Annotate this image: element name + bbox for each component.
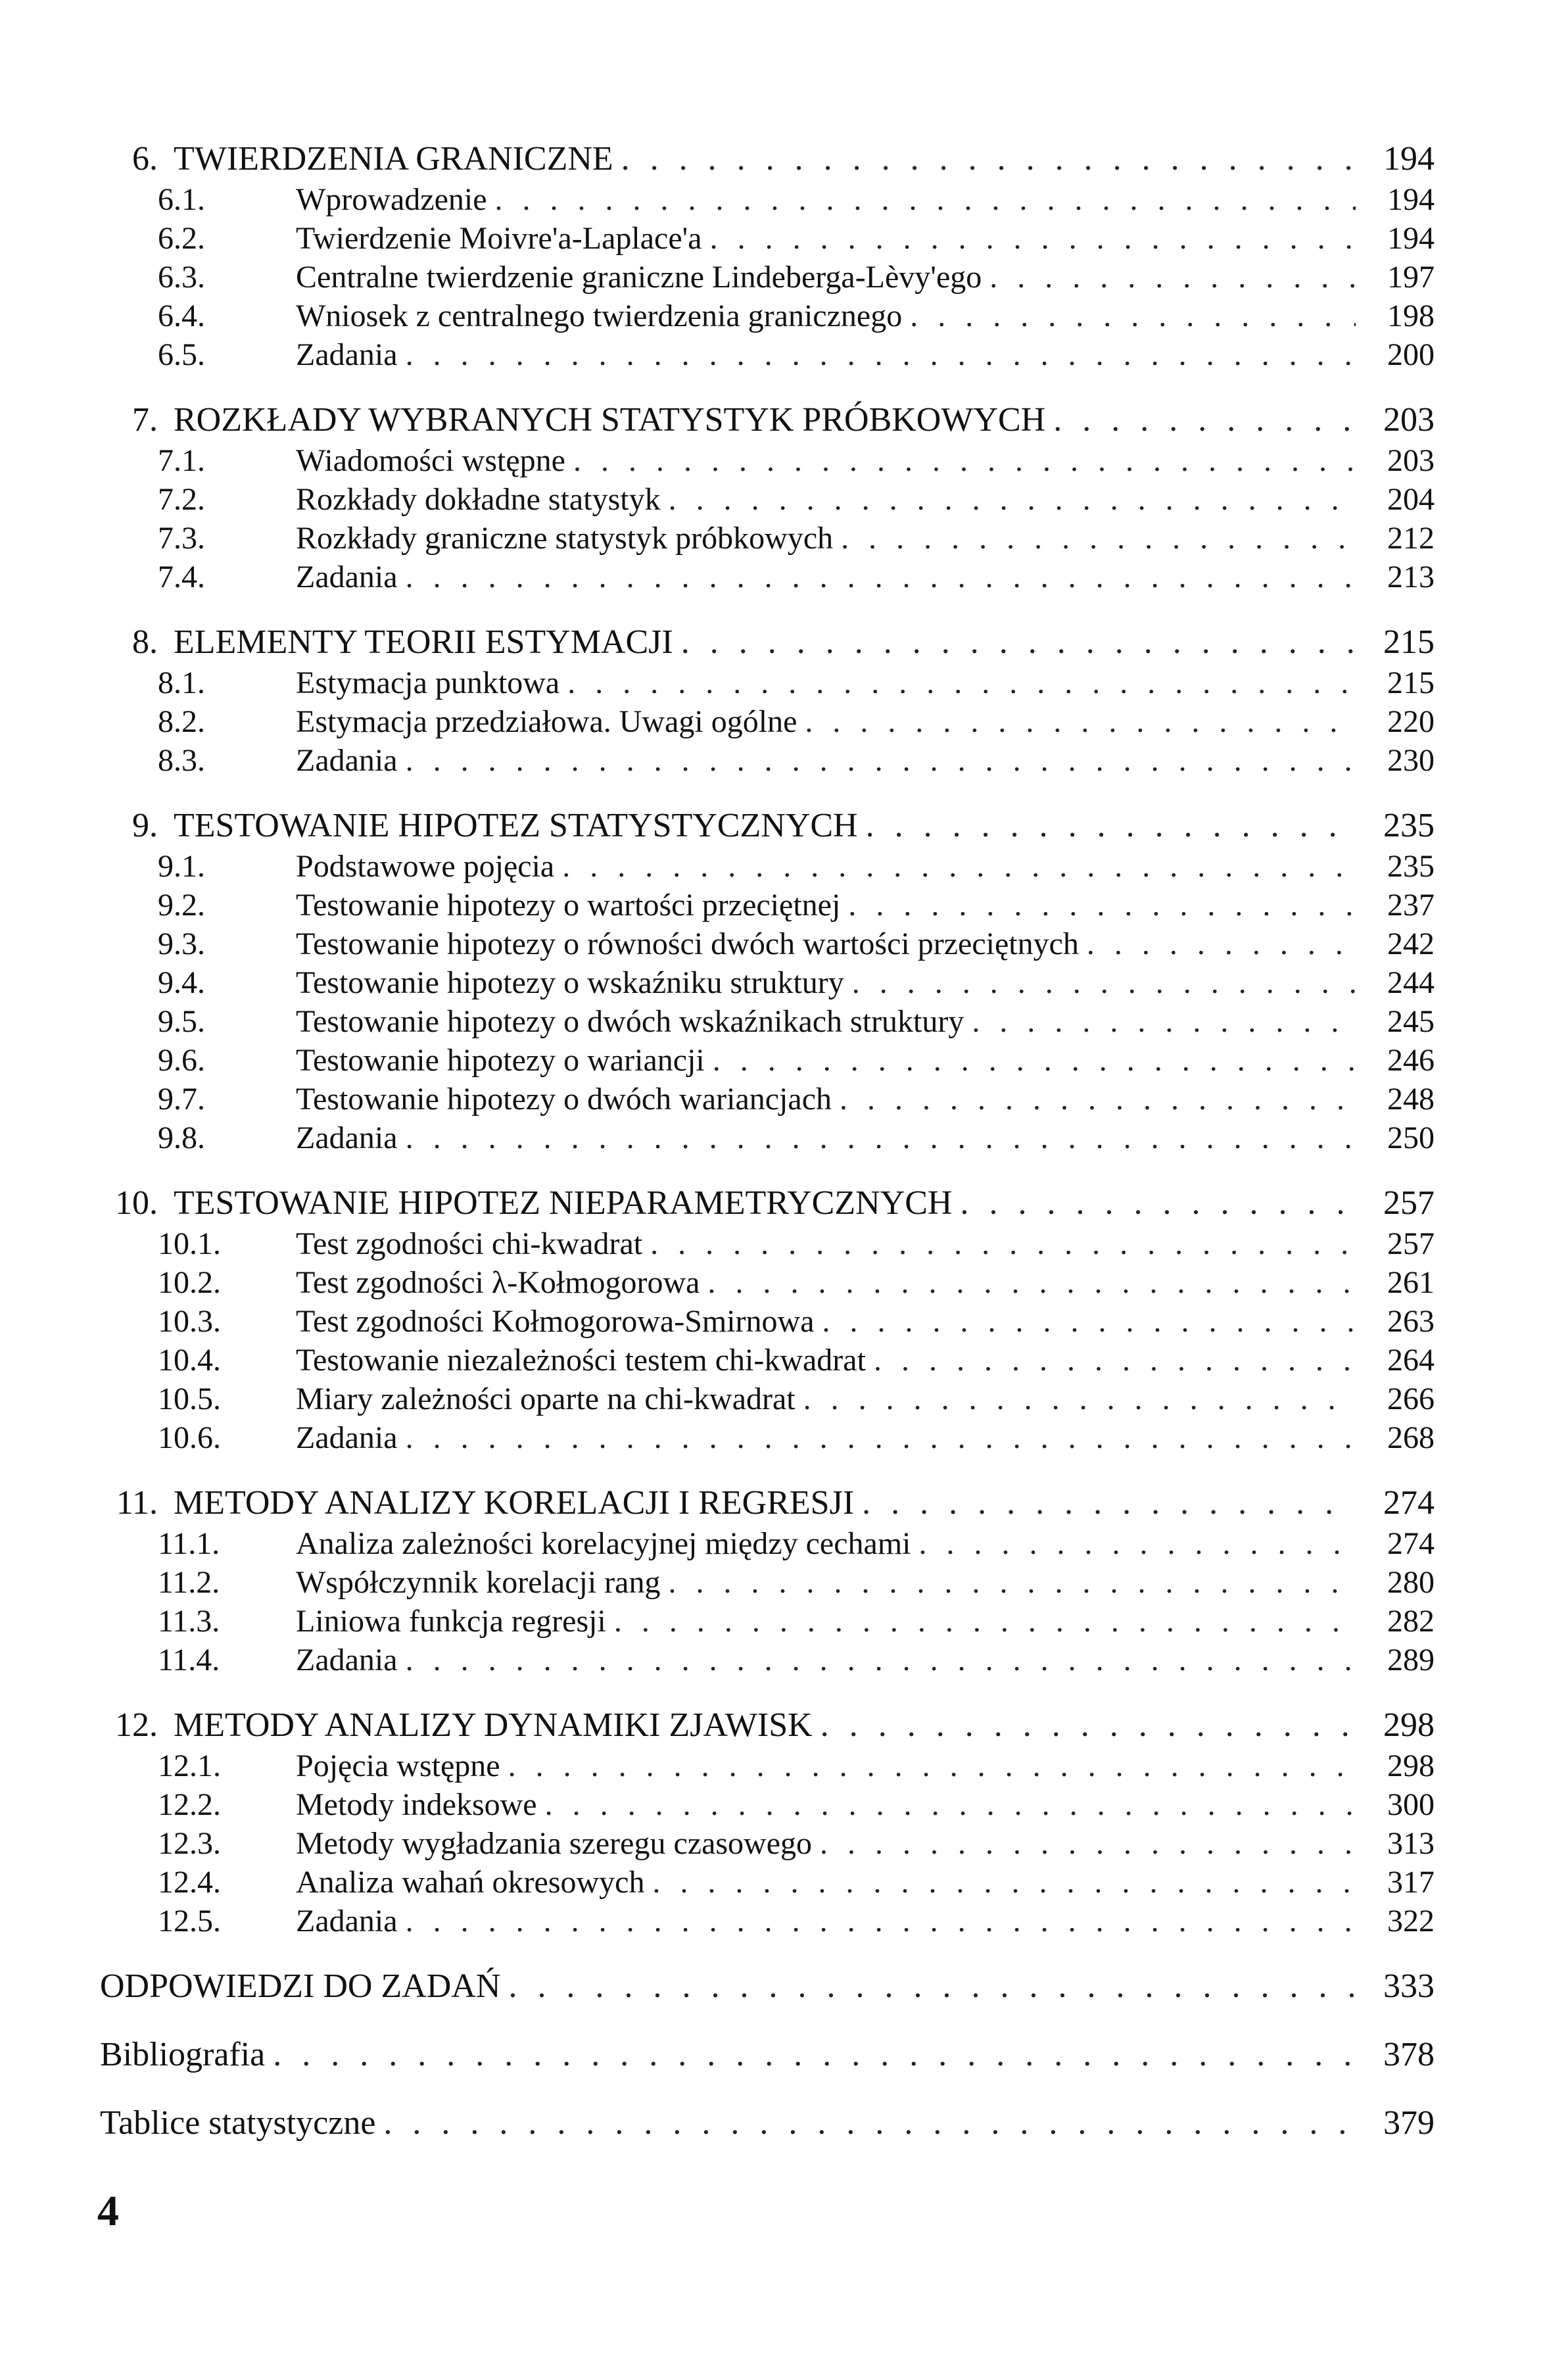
toc-entry-number: 12.3. bbox=[158, 1826, 221, 1861]
toc-entry-title: Estymacja punktowa bbox=[296, 665, 560, 700]
section-entry bbox=[100, 741, 1435, 780]
section-entry bbox=[100, 1563, 1435, 1602]
toc-entry-title: TESTOWANIE HIPOTEZ STATYSTYCZNYCH bbox=[174, 807, 858, 844]
toc-entry-number: 10.2. bbox=[158, 1265, 221, 1300]
toc-entry-number: 10.3. bbox=[158, 1304, 221, 1339]
toc-entry-title: Zadania bbox=[296, 560, 398, 594]
dot-leader bbox=[621, 138, 1356, 180]
toc-entry-page: 317 bbox=[1387, 1865, 1435, 1900]
section-entry bbox=[100, 1746, 1435, 1785]
section-entry bbox=[100, 1224, 1435, 1263]
section-entry bbox=[100, 702, 1435, 741]
toc-entry-page: 379 bbox=[1383, 2104, 1435, 2142]
dot-leader bbox=[681, 621, 1356, 663]
toc-entry-number: 9.2. bbox=[158, 888, 205, 923]
toc-entry-title: Centralne twierdzenie graniczne Lindeberga-Lèvy'ego bbox=[296, 260, 982, 295]
dot-leader bbox=[383, 2102, 1356, 2144]
dot-leader bbox=[820, 1824, 1356, 1863]
section-entry bbox=[100, 1041, 1435, 1080]
dot-leader bbox=[989, 258, 1356, 297]
toc-entry-page: 274 bbox=[1383, 1484, 1435, 1522]
toc-entry-page: 280 bbox=[1387, 1565, 1435, 1600]
dot-leader bbox=[406, 741, 1356, 780]
dot-leader bbox=[508, 1965, 1356, 2008]
section-entry bbox=[100, 480, 1435, 519]
dot-leader bbox=[707, 1263, 1356, 1302]
toc-entry-title: Metody indeksowe bbox=[296, 1787, 537, 1822]
dot-leader bbox=[273, 2034, 1356, 2076]
section-entry bbox=[100, 1380, 1435, 1418]
dot-leader bbox=[573, 441, 1356, 480]
toc-entry-title: Metody wygładzania szeregu czasowego bbox=[296, 1826, 813, 1861]
toc-entry-number: 6.4. bbox=[158, 299, 205, 333]
chapter-block bbox=[100, 1704, 1435, 1940]
toc-entry-page: 235 bbox=[1383, 807, 1435, 844]
dot-leader bbox=[406, 1902, 1356, 1940]
dot-leader bbox=[406, 335, 1356, 374]
toc-entry-page: 215 bbox=[1383, 623, 1435, 661]
dot-leader bbox=[406, 1119, 1356, 1157]
page-number: 4 bbox=[97, 2187, 119, 2235]
toc-entry-number: 6.2. bbox=[158, 221, 205, 256]
toc-entry-page: 298 bbox=[1387, 1748, 1435, 1783]
dot-leader bbox=[852, 963, 1356, 1002]
toc-entry-number: 8.2. bbox=[158, 704, 205, 739]
toc-entry-page: 204 bbox=[1387, 482, 1435, 517]
toc-entry-title: Bibliografia bbox=[100, 2036, 266, 2073]
toc-entry-title: ELEMENTY TEORII ESTYMACJI bbox=[174, 623, 673, 661]
toc-entry-number: 12.5. bbox=[158, 1904, 221, 1939]
toc-entry-number: 9. bbox=[132, 807, 158, 844]
chapter-block bbox=[100, 805, 1435, 1157]
dot-leader bbox=[710, 219, 1356, 258]
toc-entry-page: 203 bbox=[1387, 443, 1435, 478]
toc-entry-number: 9.4. bbox=[158, 965, 205, 1000]
toc-entry-page: 197 bbox=[1387, 260, 1435, 295]
toc-entry-title: Test zgodności Kołmogorowa-Smirnowa bbox=[296, 1304, 815, 1339]
chapter-entry bbox=[100, 621, 1435, 663]
dot-leader bbox=[650, 1224, 1356, 1263]
toc-entry-page: 322 bbox=[1387, 1904, 1435, 1939]
toc-entry-page: 248 bbox=[1387, 1082, 1435, 1117]
toc-entry-page: 264 bbox=[1387, 1343, 1435, 1378]
toc-entry-title: Wniosek z centralnego twierdzenia granicznego bbox=[296, 299, 903, 333]
toc-entry-number: 7.1. bbox=[158, 443, 205, 478]
toc-entry-page: 263 bbox=[1387, 1304, 1435, 1339]
toc-entry-title: Zadania bbox=[296, 1643, 398, 1677]
dot-leader bbox=[495, 180, 1356, 219]
toc-entry-page: 274 bbox=[1387, 1526, 1435, 1561]
toc-entry-page: 257 bbox=[1387, 1226, 1435, 1261]
dot-leader bbox=[406, 1418, 1356, 1457]
dot-leader bbox=[820, 1704, 1356, 1746]
toc-entry-page: 237 bbox=[1387, 888, 1435, 923]
toc-entry-title: TESTOWANIE HIPOTEZ NIEPARAMETRYCZNYCH bbox=[174, 1184, 953, 1222]
toc-entry-number: 6. bbox=[132, 140, 158, 178]
section-entry bbox=[100, 663, 1435, 702]
chapter-block bbox=[100, 621, 1435, 780]
dot-leader bbox=[508, 1746, 1356, 1785]
section-entry bbox=[100, 1824, 1435, 1863]
section-entry bbox=[100, 558, 1435, 596]
toc-entry-title: Testowanie niezależności testem chi-kwadrat bbox=[296, 1343, 866, 1378]
toc-entry-page: 230 bbox=[1387, 743, 1435, 778]
toc-entry-page: 235 bbox=[1387, 849, 1435, 884]
toc-entry-number: 11.3. bbox=[158, 1604, 220, 1639]
toc-entry-number: 10.4. bbox=[158, 1343, 221, 1378]
section-entry bbox=[100, 1785, 1435, 1824]
section-entry bbox=[100, 1302, 1435, 1341]
toc-entry-title: Liniowa funkcja regresji bbox=[296, 1604, 606, 1639]
dot-leader bbox=[614, 1602, 1356, 1641]
toc-entry-title: Podstawowe pojęcia bbox=[296, 849, 555, 884]
section-entry bbox=[100, 1119, 1435, 1157]
back-matter-entry bbox=[100, 2102, 1435, 2144]
section-entry bbox=[100, 1863, 1435, 1902]
dot-leader bbox=[972, 1002, 1356, 1041]
toc-entry-page: 289 bbox=[1387, 1643, 1435, 1677]
toc-entry-title: Testowanie hipotezy o dwóch wariancjach bbox=[296, 1082, 832, 1117]
back-matter-entry bbox=[100, 2034, 1435, 2076]
toc-entry-title: Tablice statystyczne bbox=[100, 2104, 376, 2142]
section-entry bbox=[100, 886, 1435, 925]
toc-entry-number: 12.1. bbox=[158, 1748, 221, 1783]
section-entry bbox=[100, 1418, 1435, 1457]
section-entry bbox=[100, 180, 1435, 219]
toc-entry-title: Test zgodności chi-kwadrat bbox=[296, 1226, 643, 1261]
section-entry bbox=[100, 519, 1435, 558]
dot-leader bbox=[919, 1524, 1356, 1563]
chapter-block bbox=[100, 138, 1435, 374]
toc-entry-number: 9.3. bbox=[158, 927, 205, 961]
chapter-entry bbox=[100, 138, 1435, 180]
section-entry bbox=[100, 925, 1435, 963]
toc-entry-page: 298 bbox=[1383, 1706, 1435, 1744]
toc-entry-page: 282 bbox=[1387, 1604, 1435, 1639]
toc-entry-title: Analiza wahań okresowych bbox=[296, 1865, 645, 1900]
toc-entry-title: Analiza zależności korelacyjnej między cechami bbox=[296, 1526, 911, 1561]
toc-entry-page: 244 bbox=[1387, 965, 1435, 1000]
section-entry bbox=[100, 1602, 1435, 1641]
chapter-entry bbox=[100, 1704, 1435, 1746]
dot-leader bbox=[822, 1302, 1356, 1341]
toc-entry-title: Rozkłady dokładne statystyk bbox=[296, 482, 661, 517]
toc-entry-title: Twierdzenie Moivre'a-Laplace'a bbox=[296, 221, 702, 256]
toc-entry-number: 11.4. bbox=[158, 1643, 220, 1677]
dot-leader bbox=[1053, 399, 1356, 441]
toc-entry-number: 7.3. bbox=[158, 521, 205, 556]
chapter-entry bbox=[100, 1482, 1435, 1524]
toc-entry-title: Testowanie hipotezy o wariancji bbox=[296, 1043, 705, 1078]
toc-entry-title: Wiadomości wstępne bbox=[296, 443, 565, 478]
dot-leader bbox=[840, 1080, 1356, 1119]
toc-entry-title: METODY ANALIZY KORELACJI I REGRESJI bbox=[174, 1484, 855, 1522]
section-entry bbox=[100, 847, 1435, 886]
toc-entry-number: 12. bbox=[115, 1706, 158, 1744]
section-entry bbox=[100, 1263, 1435, 1302]
toc-entry-title: ODPOWIEDZI DO ZADAŃ bbox=[100, 1967, 501, 2005]
toc-entry-number: 8.1. bbox=[158, 665, 205, 700]
toc-entry-title: Testowanie hipotezy o dwóch wskaźnikach struktury bbox=[296, 1004, 964, 1039]
toc-entry-number: 11.1. bbox=[158, 1526, 220, 1561]
section-entry bbox=[100, 1080, 1435, 1119]
toc-entry-title: Wprowadzenie bbox=[296, 182, 487, 217]
toc-entry-number: 12.4. bbox=[158, 1865, 221, 1900]
toc-entry-page: 300 bbox=[1387, 1787, 1435, 1822]
toc-entry-page: 194 bbox=[1387, 221, 1435, 256]
section-entry bbox=[100, 1902, 1435, 1940]
toc-entry-title: Miary zależności oparte na chi-kwadrat bbox=[296, 1382, 796, 1416]
section-entry bbox=[100, 297, 1435, 335]
toc-entry-number: 6.1. bbox=[158, 182, 205, 217]
toc-entry-number: 12.2. bbox=[158, 1787, 221, 1822]
dot-leader bbox=[652, 1863, 1356, 1902]
dot-leader bbox=[406, 1641, 1356, 1679]
dot-leader bbox=[874, 1341, 1356, 1380]
toc-entry-number: 7.4. bbox=[158, 560, 205, 594]
toc-entry-title: Rozkłady graniczne statystyk próbkowych bbox=[296, 521, 834, 556]
dot-leader bbox=[1087, 925, 1356, 963]
toc-entry-page: 203 bbox=[1383, 401, 1435, 439]
toc-entry-number: 11.2. bbox=[158, 1565, 220, 1600]
toc-entry-number: 10.1. bbox=[158, 1226, 221, 1261]
toc-entry-title: Testowanie hipotezy o równości dwóch wartości przeciętnych bbox=[296, 927, 1079, 961]
section-entry bbox=[100, 1002, 1435, 1041]
section-entry bbox=[100, 963, 1435, 1002]
toc-entry-number: 9.6. bbox=[158, 1043, 205, 1078]
toc-entry-title: Zadania bbox=[296, 1420, 398, 1455]
dot-leader bbox=[960, 1182, 1356, 1224]
toc-entry-title: METODY ANALIZY DYNAMIKI ZJAWISK bbox=[174, 1706, 813, 1744]
toc-entry-page: 213 bbox=[1387, 560, 1435, 594]
toc-entry-number: 8. bbox=[132, 623, 158, 661]
section-entry bbox=[100, 1641, 1435, 1679]
toc-entry-page: 215 bbox=[1387, 665, 1435, 700]
toc-entry-title: Pojęcia wstępne bbox=[296, 1748, 500, 1783]
toc-entry-page: 245 bbox=[1387, 1004, 1435, 1039]
toc-entry-title: Estymacja przedziałowa. Uwagi ogólne bbox=[296, 704, 797, 739]
toc-entry-title: Testowanie hipotezy o wartości przeciętnej bbox=[296, 888, 841, 923]
toc-entry-number: 9.7. bbox=[158, 1082, 205, 1117]
dot-leader bbox=[803, 1380, 1356, 1418]
chapter-entry bbox=[100, 1182, 1435, 1224]
toc-entry-page: 250 bbox=[1387, 1120, 1435, 1155]
toc-entry-page: 313 bbox=[1387, 1826, 1435, 1861]
chapter-entry bbox=[100, 399, 1435, 441]
toc-entry-number: 6.3. bbox=[158, 260, 205, 295]
toc-entry-title: Test zgodności λ-Kołmogorowa bbox=[296, 1265, 700, 1300]
dot-leader bbox=[862, 1482, 1356, 1524]
toc-entry-number: 11. bbox=[116, 1484, 158, 1522]
toc-entry-title: Współczynnik korelacji rang bbox=[296, 1565, 661, 1600]
chapter-block bbox=[100, 1182, 1435, 1457]
toc-entry-page: 261 bbox=[1387, 1265, 1435, 1300]
toc-entry-number: 9.8. bbox=[158, 1120, 205, 1155]
toc-entry-page: 194 bbox=[1387, 182, 1435, 217]
toc-entry-title: Zadania bbox=[296, 1904, 398, 1939]
dot-leader bbox=[545, 1785, 1356, 1824]
dot-leader bbox=[668, 1563, 1356, 1602]
dot-leader bbox=[406, 558, 1356, 596]
toc-entry-number: 10.5. bbox=[158, 1382, 221, 1416]
toc-entry-number: 7. bbox=[132, 401, 158, 439]
toc-entry-page: 246 bbox=[1387, 1043, 1435, 1078]
toc-entry-page: 257 bbox=[1383, 1184, 1435, 1222]
toc-entry-title: Zadania bbox=[296, 743, 398, 778]
dot-leader bbox=[713, 1041, 1356, 1080]
toc-entry-number: 10. bbox=[115, 1184, 158, 1222]
dot-leader bbox=[805, 702, 1356, 741]
toc-entry-number: 8.3. bbox=[158, 743, 205, 778]
dot-leader bbox=[866, 805, 1356, 847]
dot-leader bbox=[567, 663, 1356, 702]
toc-entry-page: 242 bbox=[1387, 927, 1435, 961]
toc-entry-page: 200 bbox=[1387, 337, 1435, 372]
section-entry bbox=[100, 441, 1435, 480]
toc-entry-title: Zadania bbox=[296, 337, 398, 372]
toc-entry-page: 268 bbox=[1387, 1420, 1435, 1455]
toc-entry-number: 10.6. bbox=[158, 1420, 221, 1455]
toc-entry-number: 7.2. bbox=[158, 482, 205, 517]
dot-leader bbox=[841, 519, 1356, 558]
section-entry bbox=[100, 1341, 1435, 1380]
table-of-contents bbox=[100, 138, 1435, 2171]
chapter-block bbox=[100, 399, 1435, 596]
dot-leader bbox=[562, 847, 1356, 886]
toc-entry-number: 9.1. bbox=[158, 849, 205, 884]
toc-entry-title: TWIERDZENIA GRANICZNE bbox=[174, 140, 613, 178]
dot-leader bbox=[910, 297, 1356, 335]
section-entry bbox=[100, 335, 1435, 374]
toc-entry-number: 6.5. bbox=[158, 337, 205, 372]
dot-leader bbox=[669, 480, 1356, 519]
toc-entry-page: 194 bbox=[1383, 140, 1435, 178]
toc-entry-title: Testowanie hipotezy o wskaźniku struktury bbox=[296, 965, 844, 1000]
chapter-block bbox=[100, 1482, 1435, 1679]
dot-leader bbox=[848, 886, 1356, 925]
toc-entry-page: 266 bbox=[1387, 1382, 1435, 1416]
section-entry bbox=[100, 1524, 1435, 1563]
back-matter-entry bbox=[100, 1965, 1435, 2008]
toc-entry-page: 220 bbox=[1387, 704, 1435, 739]
toc-entry-page: 378 bbox=[1383, 2036, 1435, 2073]
toc-entry-title: ROZKŁADY WYBRANYCH STATYSTYK PRÓBKOWYCH bbox=[174, 401, 1046, 439]
toc-entry-page: 198 bbox=[1387, 299, 1435, 333]
section-entry bbox=[100, 258, 1435, 297]
toc-entry-page: 333 bbox=[1383, 1967, 1435, 2005]
section-entry bbox=[100, 219, 1435, 258]
toc-entry-number: 9.5. bbox=[158, 1004, 205, 1039]
toc-entry-title: Zadania bbox=[296, 1120, 398, 1155]
chapter-entry bbox=[100, 805, 1435, 847]
toc-entry-page: 212 bbox=[1387, 521, 1435, 556]
